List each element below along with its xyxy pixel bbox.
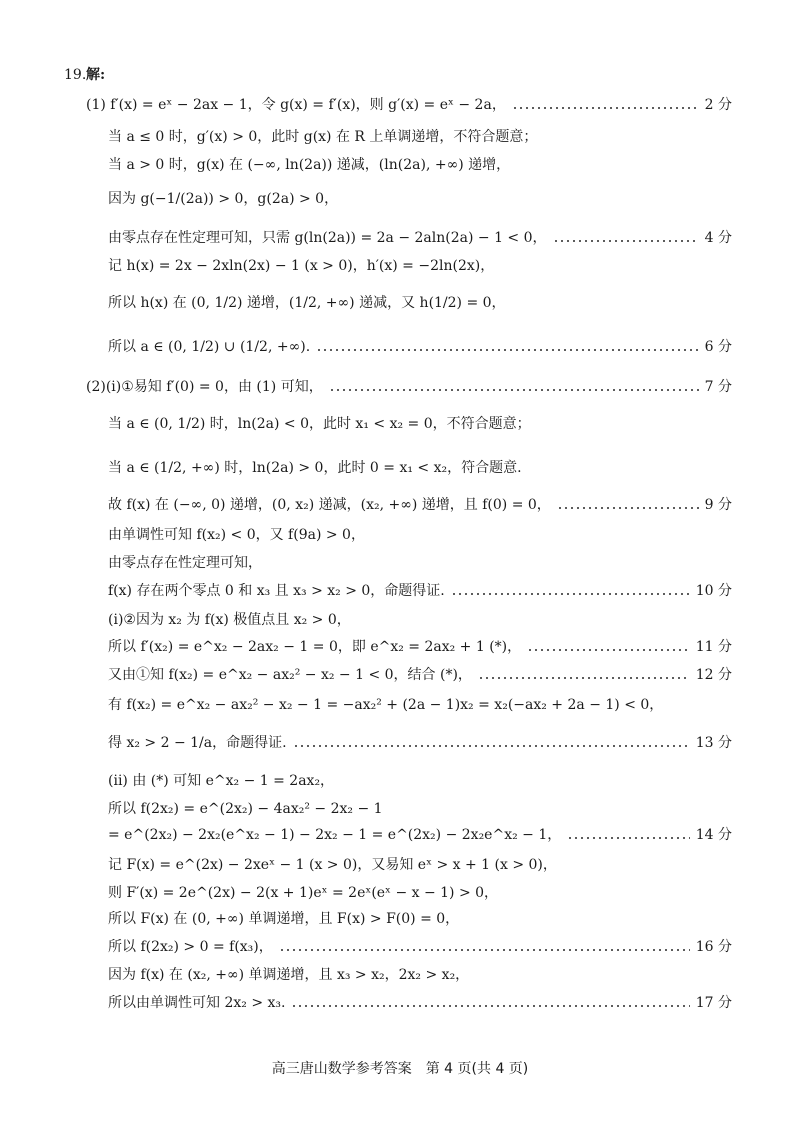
line-text: 记 F(x) = e^(2x) − 2xeˣ − 1 (x > 0)，又易知 eˣ > x + 1 (x > 0)， — [108, 857, 557, 873]
score-mark: 16 分 — [695, 939, 732, 955]
line-text: 所以 a ∈ (0, 1/2) ∪ (1/2, +∞). — [108, 339, 311, 355]
line-text: 故 f(x) 在 (−∞, 0) 递增，(0, x₂) 递减，(x₂, +∞) 递增，且 f(0) = 0， — [108, 497, 551, 513]
dot-leader — [567, 837, 690, 839]
line-text: 由零点存在性定理可知，只需 g(ln(2a)) = 2a − 2aln(2a) − 1 < 0， — [108, 230, 547, 246]
score-mark: 6 分 — [704, 339, 732, 355]
dot-leader — [279, 949, 690, 951]
line-text: = e^(2x₂) − 2x₂(e^x₂ − 1) − 2x₂ − 1 = e^(2x₂) − 2x₂e^x₂ − 1， — [108, 827, 562, 843]
score-mark: 9 分 — [704, 497, 732, 513]
line-text: (i)②因为 x₂ 为 f(x) 极值点且 x₂ > 0， — [108, 612, 351, 628]
line-text: 当 a > 0 时，g(x) 在 (−∞, ln(2a)) 递减，(ln(2a), +∞) 递增， — [108, 157, 511, 173]
dot-leader — [512, 107, 699, 109]
solution-label: 解: — [86, 67, 106, 83]
line-text: 由单调性可知 f(x₂) < 0，又 f(9a) > 0， — [108, 527, 365, 543]
line-text: 所以 f(2x₂) = e^(2x₂) − 4ax₂² − 2x₂ − 1 — [108, 801, 383, 817]
dot-leader — [451, 593, 690, 595]
line-text: 当 a ≤ 0 时，g′(x) > 0，此时 g(x) 在 R 上单调递增，不符合题意； — [108, 129, 538, 145]
line-text: 当 a ∈ (1/2, +∞) 时，ln(2a) > 0，此时 0 = x₁ < x₂，符合题意. — [108, 460, 522, 476]
dot-leader — [478, 677, 690, 679]
line-text: 所以 F(x) 在 (0, +∞) 单调递增，且 F(x) > F(0) = 0， — [108, 911, 460, 927]
line-text: (ii) 由 (*) 可知 e^x₂ − 1 = 2ax₂， — [108, 773, 335, 789]
line-text: 因为 f(x) 在 (x₂, +∞) 单调递增，且 x₃ > x₂，2x₂ > x₂， — [108, 967, 470, 983]
line-text: (1) f′(x) = eˣ − 2ax − 1，令 g(x) = f′(x)，则 g′(x) = eˣ − 2a， — [86, 97, 506, 113]
score-mark: 4 分 — [704, 230, 732, 246]
line-text: 由零点存在性定理可知， — [108, 555, 262, 571]
dot-leader — [527, 649, 690, 651]
line-text: 所以 f(2x₂) > 0 = f(x₃)， — [108, 939, 273, 955]
score-mark: 2 分 — [704, 97, 732, 113]
dot-leader — [329, 389, 699, 391]
line-text: 所以由单调性可知 2x₂ > x₃. — [108, 995, 286, 1011]
line-text: 则 F′(x) = 2e^(2x) − 2(x + 1)eˣ = 2eˣ(eˣ − x − 1) > 0， — [108, 885, 499, 901]
problem-number: 19. — [64, 67, 87, 83]
line-text: (2)(i)①易知 f′(0) = 0，由 (1) 可知， — [86, 379, 323, 395]
line-text: 又由①知 f(x₂) = e^x₂ − ax₂² − x₂ − 1 < 0，结合 (*)， — [108, 667, 472, 683]
score-mark: 7 分 — [704, 379, 732, 395]
dot-leader — [557, 507, 699, 509]
line-text: 记 h(x) = 2x − 2xln(2x) − 1 (x > 0)，h′(x) = −2ln(2x)， — [108, 258, 495, 274]
score-mark: 17 分 — [695, 995, 732, 1011]
line-text: 有 f(x₂) = e^x₂ − ax₂² − x₂ − 1 = −ax₂² + (2a − 1)x₂ = x₂(−ax₂ + 2a − 1) < 0， — [108, 697, 664, 713]
line-text: f(x) 存在两个零点 0 和 x₃ 且 x₃ > x₂ > 0，命题得证. — [108, 583, 445, 599]
score-mark: 14 分 — [695, 827, 732, 843]
line-text: 因为 g(−1/(2a)) > 0，g(2a) > 0， — [108, 191, 339, 207]
score-mark: 10 分 — [695, 583, 732, 599]
line-text: 所以 f′(x₂) = e^x₂ − 2ax₂ − 1 = 0，即 e^x₂ = 2ax₂ + 1 (*)， — [108, 639, 522, 655]
score-mark: 13 分 — [695, 735, 732, 751]
line-text: 当 a ∈ (0, 1/2) 时，ln(2a) < 0，此时 x₁ < x₂ = 0，不符合题意； — [108, 416, 531, 432]
page-footer: 高三唐山数学参考答案 第 4 页(共 4 页) — [271, 1061, 529, 1077]
dot-leader — [291, 1005, 690, 1007]
line-text: 得 x₂ > 2 − 1/a，命题得证. — [108, 735, 287, 751]
line-text: 所以 h(x) 在 (0, 1/2) 递增，(1/2, +∞) 递减，又 h(1/2) = 0， — [108, 295, 506, 311]
dot-leader — [316, 349, 699, 351]
dot-leader — [553, 240, 699, 242]
score-mark: 12 分 — [695, 667, 732, 683]
dot-leader — [293, 745, 690, 747]
score-mark: 11 分 — [695, 639, 732, 655]
